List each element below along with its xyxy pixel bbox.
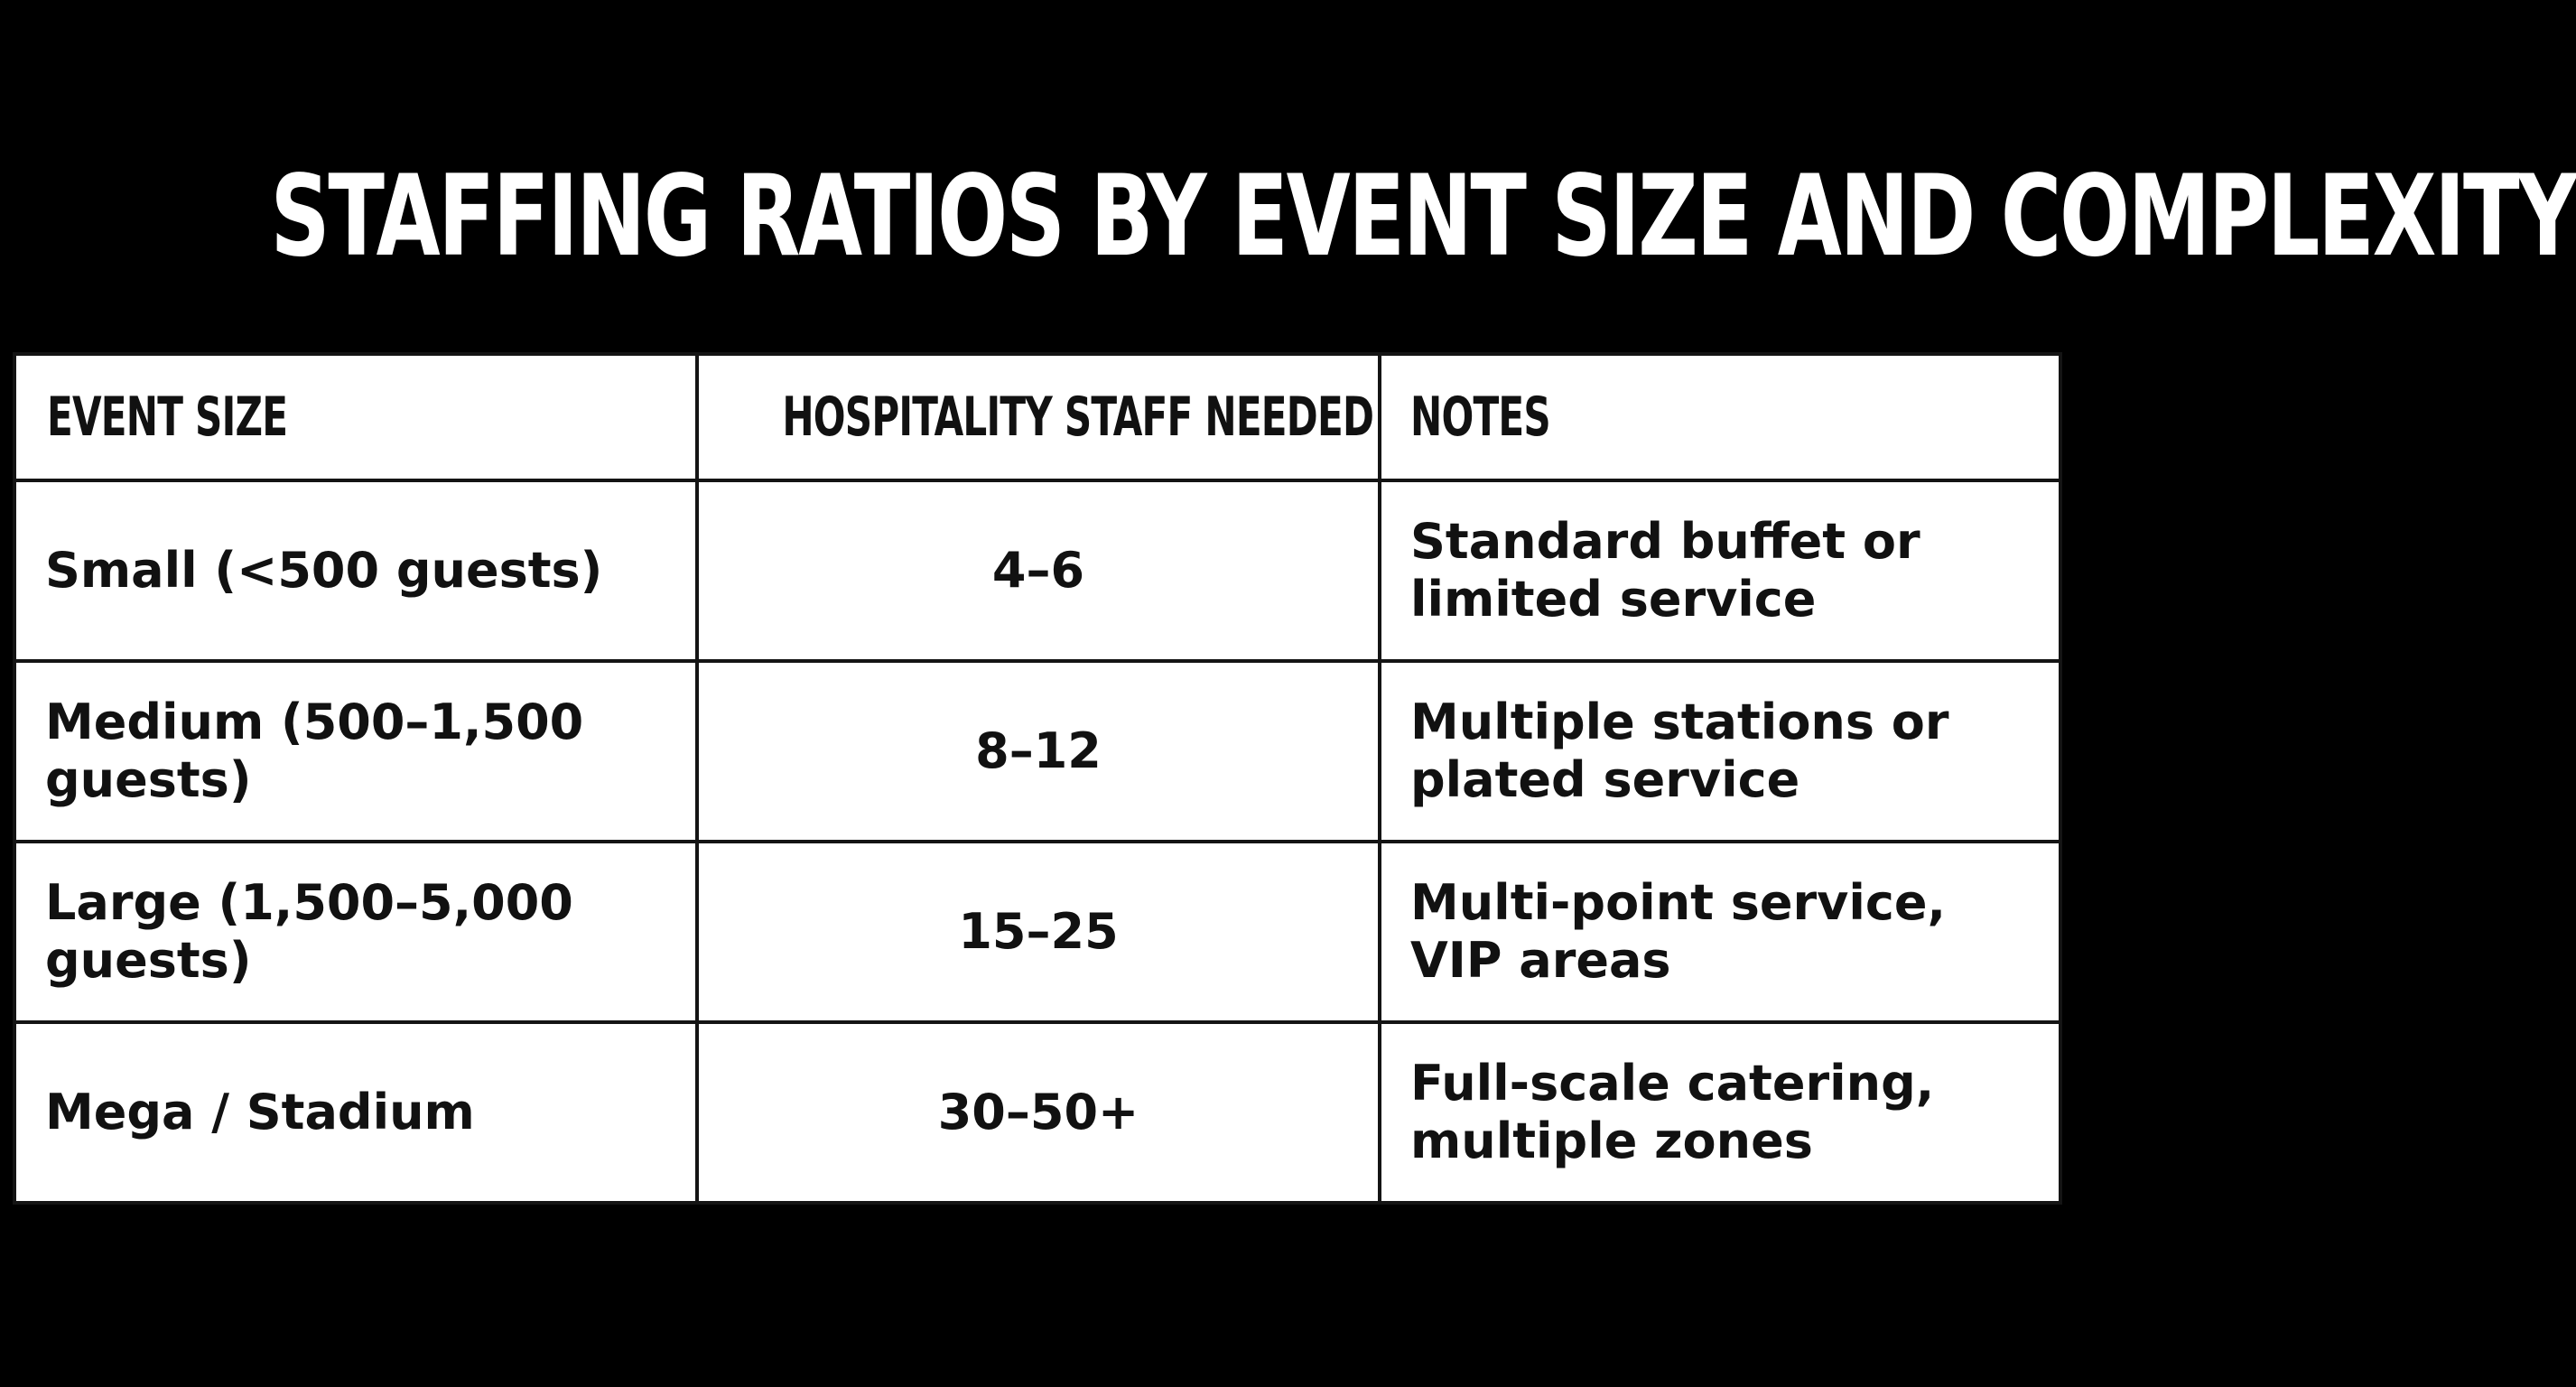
notes-cell: Full-scale catering, multiple zones bbox=[1380, 1022, 2060, 1203]
table-row bbox=[14, 842, 2060, 1022]
column-header-event-size: EVENT SIZE bbox=[14, 354, 697, 480]
notes-cell: Multiple stations or plated service bbox=[1380, 661, 2060, 842]
staffing-table-container bbox=[13, 352, 2059, 1201]
staff-needed-cell: 30–50+ bbox=[697, 1022, 1380, 1203]
staff-needed-cell: 4–6 bbox=[697, 480, 1380, 661]
notes-cell: Multi-point service, VIP areas bbox=[1380, 842, 2060, 1022]
event-size-cell: Mega / Stadium bbox=[14, 1022, 697, 1203]
notes-cell: Standard buffet or limited service bbox=[1380, 480, 2060, 661]
page-title: STAFFING RATIOS BY EVENT SIZE AND COMPLEXITY bbox=[270, 152, 2576, 282]
staff-needed-cell: 8–12 bbox=[697, 661, 1380, 842]
column-header-staff-needed: HOSPITALITY STAFF NEEDED bbox=[697, 354, 1380, 480]
event-size-cell: Medium (500–1,500 guests) bbox=[14, 661, 697, 842]
table-header-row bbox=[14, 354, 2060, 480]
table-row bbox=[14, 661, 2060, 842]
staff-needed-cell: 15–25 bbox=[697, 842, 1380, 1022]
table-row bbox=[14, 480, 2060, 661]
staffing-table bbox=[13, 352, 2062, 1205]
table-row bbox=[14, 1022, 2060, 1203]
event-size-cell: Large (1,500–5,000 guests) bbox=[14, 842, 697, 1022]
event-size-cell: Small (<500 guests) bbox=[14, 480, 697, 661]
column-header-notes: NOTES bbox=[1380, 354, 2060, 480]
